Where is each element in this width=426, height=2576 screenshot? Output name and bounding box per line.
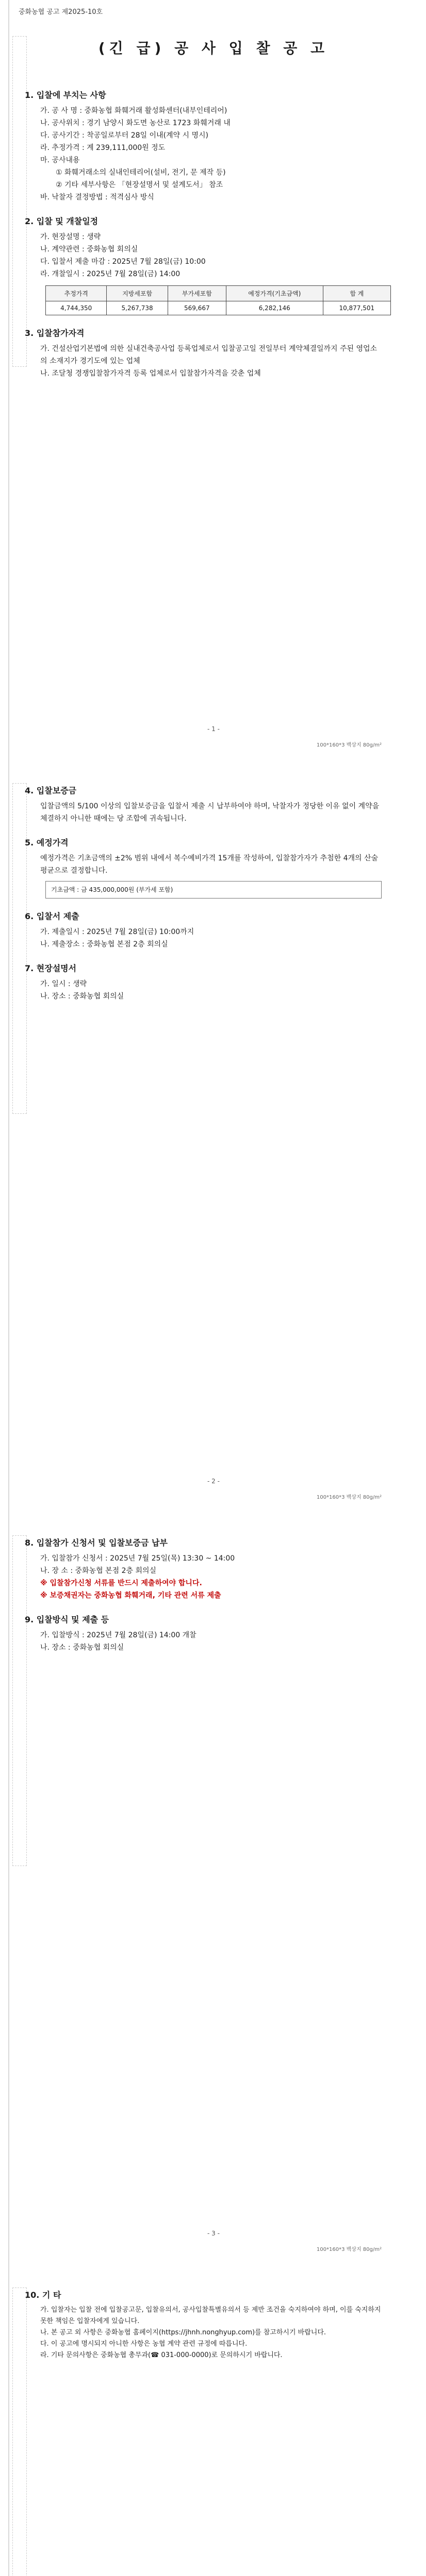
table-header: 부가세포함 [168,286,226,301]
section-5-title: 5. 예정가격 [25,838,69,848]
s1-item: 나. 공사위치 : 경기 남양시 화도면 농산로 1723 화훼거래 내 [40,119,231,127]
s8-item: 나. 장 소 : 중화농협 본점 2층 회의실 [40,1567,157,1575]
s6-item: 나. 제출장소 : 중화농협 본점 2층 회의실 [40,940,168,948]
page-3 [0,1504,426,2257]
s2-item: 나. 계약관련 : 중화농협 회의실 [40,245,138,253]
s5-note: 기초금액 : 금 435,000,000원 (부가세 포함) [45,881,382,899]
s8-item: 가. 입찰참가 신청서 : 2025년 7월 25일(목) 13:30 ~ 14:00 [40,1554,235,1563]
table-header: 합 계 [323,286,390,301]
section-3-title: 3. 입찰참가자격 [25,328,85,338]
table-cell: 4,744,350 [46,301,107,315]
s3-item: 나. 조달청 경쟁입찰참가자격 등록 업체로서 입찰참가자격을 갖춘 업체 [40,369,261,378]
section-9-title: 9. 입찰방식 및 제출 등 [25,1615,109,1624]
s7-item: 가. 일시 : 생략 [40,980,87,988]
page-2 [0,752,426,1504]
s5-text: 예정가격은 기초금액의 ±2% 범위 내에서 복수예비가격 15개를 작성하여, 입찰참가자가 추첨한 4개의 산술평균으로 결정합니다. [40,854,379,875]
table-cell: 5,267,738 [107,301,168,315]
page-number: - 3 - [207,2230,220,2237]
page-number: - 2 - [207,1478,220,1485]
s1-item: 가. 공 사 명 : 중화농협 화훼거래 활성화센터(내부인테리어) [40,107,227,115]
page-number: - 1 - [207,725,220,733]
s1-item: 라. 추정가격 : 계 239,111,000원 정도 [40,144,166,152]
s10-item: 다. 이 공고에 명시되지 아니한 사항은 농협 계약 관련 규정에 따릅니다. [40,2340,248,2348]
s4-text: 입찰금액의 5/100 이상의 입찰보증금을 입찰서 제출 시 납부하여야 하며, 낙찰자가 정당한 이유 없이 계약을 체결하지 아니한 때에는 당 조합에 귀속됩니다. [40,802,380,823]
s1-item: 마. 공사내용 [40,156,80,164]
section-7-title: 7. 현장설명서 [25,963,77,973]
price-table [45,285,391,315]
s10-item: 나. 본 공고 외 사항은 중화농협 홈페이지(https://jhnh.nonghyup.com)를 참고하시기 바랍니다. [40,2329,326,2336]
table-cell: 6,282,146 [226,301,323,315]
s8-note: ※ 입찰참가신청 서류를 반드시 제출하여야 합니다. [40,1579,202,1587]
s7-item: 나. 장소 : 중화농협 회의실 [40,992,124,1001]
table-header: 예정가격(기초금액) [226,286,323,301]
table-header: 지방세포함 [107,286,168,301]
table-cell: 569,667 [168,301,226,315]
s9-item: 가. 입찰방식 : 2025년 7월 28일(금) 14:00 개찰 [40,1631,196,1639]
s10-item: 라. 기타 문의사항은 중화농협 총무과(☎ 031-000-0000)로 문의하시기 바랍니다. [40,2351,283,2359]
s9-item: 나. 장소 : 중화농협 회의실 [40,1643,124,1652]
s6-item: 가. 제출일시 : 2025년 7월 28일(금) 10:00까지 [40,928,194,936]
s2-item: 다. 입찰서 제출 마감 : 2025년 7월 28일(금) 10:00 [40,258,206,266]
s1-subitem: ① 화훼거래소의 실내인테리어(설비, 전기, 문 제작 등) [56,168,226,177]
s2-item: 가. 현장설명 : 생략 [40,233,101,241]
section-6-title: 6. 입찰서 제출 [25,911,79,921]
table-header: 추정가격 [46,286,107,301]
s8-note: ※ 보증채권자는 중화농협 화훼거래, 기타 관련 서류 제출 [40,1591,221,1600]
table-cell: 10,877,501 [323,301,390,315]
document-title: (긴 급) 공 사 입 찰 공 고 [98,40,329,57]
paper-footer: 100*160*3 백상지 80g/m² [316,742,382,748]
s10-item: 가. 입찰자는 입찰 전에 입찰공고문, 입찰유의서, 공사입찰특별유의서 등 제반 조건을 숙지하여야 하며, 이를 숙지하지 못한 책임은 입찰자에게 있습니다. [40,2306,381,2325]
page-4 [0,2257,426,2576]
paper-footer: 100*160*3 백상지 80g/m² [316,1495,382,1500]
s3-item: 가. 건설산업기본법에 의한 실내건축공사업 등록업체로서 입찰공고일 전일부터 계약체결일까지 주된 영업소의 소재지가 경기도에 있는 업체 [40,345,378,365]
section-1-title: 1. 입찰에 부치는 사항 [25,90,106,100]
s2-item: 라. 개찰일시 : 2025년 7월 28일(금) 14:00 [40,270,181,278]
document-ref: 중화농협 공고 제2025-10호 [19,8,103,16]
s1-subitem: ② 기타 세부사항은 「현장설명서 및 설계도서」 참조 [56,181,223,189]
section-10-title: 10. 기 타 [25,2290,61,2300]
s1-item: 바. 낙찰자 결정방법 : 적격심사 방식 [40,193,154,201]
section-4-title: 4. 입찰보증금 [25,786,77,795]
s1-item: 다. 공사기간 : 착공일로부터 28일 이내(계약 시 명시) [40,131,209,140]
paper-footer: 100*160*3 백상지 80g/m² [316,2247,382,2252]
page-1 [0,0,426,752]
section-2-title: 2. 입찰 및 개찰일정 [25,216,99,226]
section-8-title: 8. 입찰참가 신청서 및 입찰보증금 납부 [25,1538,168,1548]
